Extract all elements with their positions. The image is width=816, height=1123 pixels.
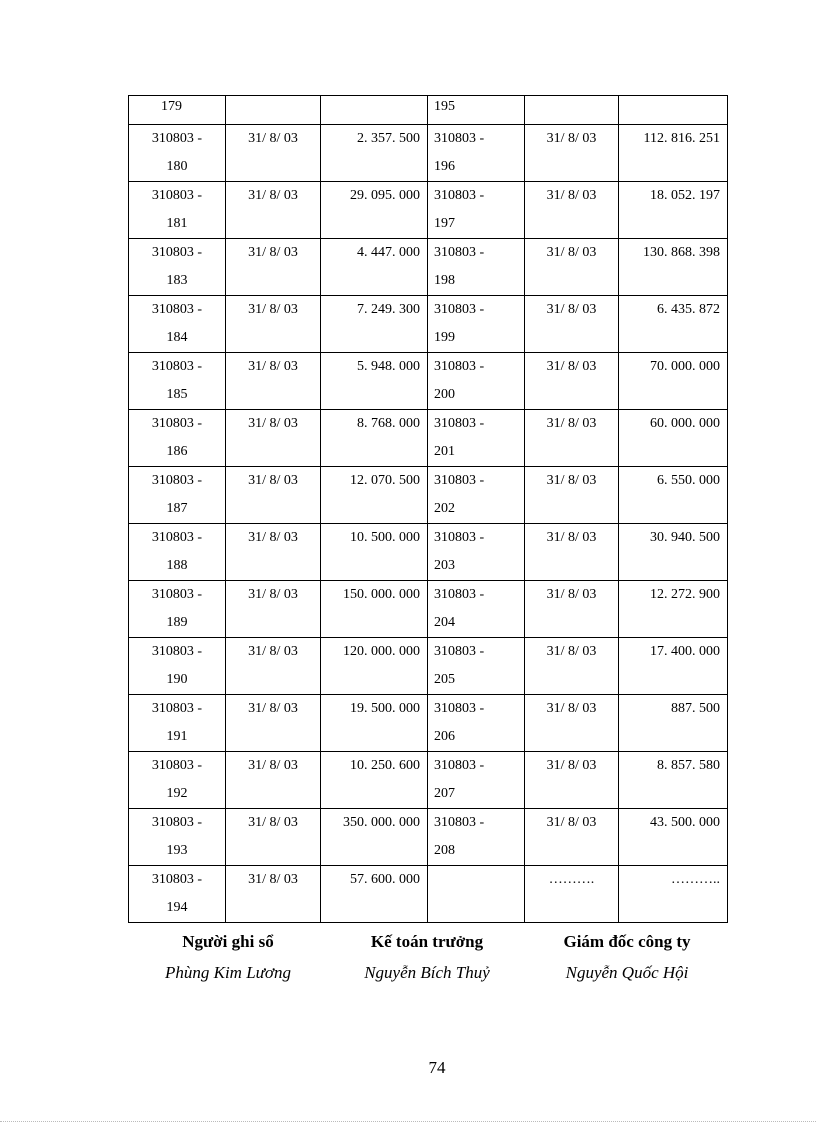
ref-suffix: 181 (166, 216, 188, 231)
ref-prefix: 310803 - (434, 302, 485, 317)
left-date-cell: 31/ 8/ 03 (226, 581, 321, 638)
right-ref-cell (428, 353, 525, 410)
ref-prefix: 310803 - (434, 701, 485, 716)
ref-suffix: 196 (434, 159, 455, 174)
right-amount-cell: 887. 500 (619, 695, 728, 752)
left-ref-cell (129, 638, 226, 695)
left-ref-cell (129, 182, 226, 239)
ref-prefix: 310803 - (151, 131, 203, 146)
right-date-cell: ………. (525, 866, 619, 923)
table-row (129, 695, 728, 752)
left-ref-cell (129, 353, 226, 410)
signature-chief-accountant (327, 928, 527, 990)
left-amount-cell: 10. 500. 000 (321, 524, 428, 581)
right-date-cell: 31/ 8/ 03 (525, 809, 619, 866)
right-amount-cell: ……….. (619, 866, 728, 923)
ref-prefix: 310803 - (434, 815, 485, 830)
table-row (129, 239, 728, 296)
right-amount-cell: 12. 272. 900 (619, 581, 728, 638)
ledger-table (128, 95, 728, 923)
ref-suffix: 203 (434, 558, 455, 573)
left-amount-cell: 10. 250. 600 (321, 752, 428, 809)
right-date-cell: 31/ 8/ 03 (525, 182, 619, 239)
table-row (129, 581, 728, 638)
ref-suffix: 201 (434, 444, 455, 459)
left-amount-cell: 120. 000. 000 (321, 638, 428, 695)
right-date-cell: 31/ 8/ 03 (525, 296, 619, 353)
signature-name: Nguyễn Quốc Hội (565, 963, 689, 982)
right-ref-cell (428, 638, 525, 695)
left-ref-cell (129, 695, 226, 752)
left-ref-cell (129, 524, 226, 581)
left-amount-cell: 350. 000. 000 (321, 809, 428, 866)
ref-prefix: 310803 - (151, 245, 203, 260)
table-row (129, 752, 728, 809)
ref-suffix: 190 (166, 672, 188, 687)
right-date-cell: 31/ 8/ 03 (525, 410, 619, 467)
left-date-cell (226, 96, 321, 125)
ref-prefix: 310803 - (151, 701, 203, 716)
right-ref-cell (428, 125, 525, 182)
table-row (129, 809, 728, 866)
right-date-cell: 31/ 8/ 03 (525, 524, 619, 581)
left-ref-cell (129, 581, 226, 638)
ref-prefix: 310803 - (434, 131, 485, 146)
table-row (129, 96, 728, 125)
left-amount-cell: 19. 500. 000 (321, 695, 428, 752)
left-date-cell: 31/ 8/ 03 (226, 239, 321, 296)
ref-prefix: 310803 - (151, 302, 203, 317)
ref-prefix: 310803 - (151, 644, 203, 659)
left-date-cell: 31/ 8/ 03 (226, 467, 321, 524)
signature-recorder (128, 928, 328, 990)
ref-suffix: 192 (166, 786, 188, 801)
left-ref-cell (129, 866, 226, 923)
ref-prefix: 310803 - (434, 644, 485, 659)
ref-suffix: 184 (166, 330, 188, 345)
right-date-cell: 31/ 8/ 03 (525, 638, 619, 695)
right-ref-cell (428, 695, 525, 752)
ref-suffix: 206 (434, 729, 455, 744)
left-amount-cell: 5. 948. 000 (321, 353, 428, 410)
ref-suffix: 205 (434, 672, 455, 687)
signature-name: Phùng Kim Lương (164, 963, 292, 982)
right-amount-cell: 130. 868. 398 (619, 239, 728, 296)
left-amount-cell: 12. 070. 500 (321, 467, 428, 524)
right-amount-cell (619, 96, 728, 125)
left-ref-cell (129, 752, 226, 809)
ref-prefix: 310803 - (151, 758, 203, 773)
ref-suffix: 191 (166, 729, 188, 744)
ref-suffix: 193 (166, 843, 188, 858)
right-ref-cell (428, 866, 525, 923)
ref-prefix: 310803 - (151, 359, 203, 374)
table-row (129, 524, 728, 581)
right-amount-cell: 8. 857. 580 (619, 752, 728, 809)
left-date-cell: 31/ 8/ 03 (226, 866, 321, 923)
right-ref-cell (428, 581, 525, 638)
signature-director (527, 928, 727, 990)
ref-suffix: 185 (166, 387, 188, 402)
right-amount-cell: 17. 400. 000 (619, 638, 728, 695)
left-amount-cell: 57. 600. 000 (321, 866, 428, 923)
right-ref-cell: 195 (428, 96, 525, 125)
right-ref-cell (428, 182, 525, 239)
ref-prefix: 310803 - (151, 872, 203, 887)
ref-suffix: 204 (434, 615, 455, 630)
right-ref-cell (428, 410, 525, 467)
ref-suffix: 187 (166, 501, 188, 516)
right-amount-cell: 6. 550. 000 (619, 467, 728, 524)
ref-prefix: 310803 - (434, 245, 485, 260)
table-row (129, 410, 728, 467)
right-amount-cell: 60. 000. 000 (619, 410, 728, 467)
ref-prefix: 310803 - (151, 188, 203, 203)
left-ref-cell (129, 125, 226, 182)
ref-suffix: 194 (166, 900, 188, 915)
right-date-cell: 31/ 8/ 03 (525, 581, 619, 638)
right-ref-cell (428, 239, 525, 296)
ref-suffix: 199 (434, 330, 455, 345)
left-date-cell: 31/ 8/ 03 (226, 809, 321, 866)
signature-title: Người ghi sổ (182, 932, 274, 951)
table-row (129, 296, 728, 353)
left-amount-cell: 2. 357. 500 (321, 125, 428, 182)
right-date-cell: 31/ 8/ 03 (525, 353, 619, 410)
left-amount-cell: 8. 768. 000 (321, 410, 428, 467)
left-ref-cell (129, 467, 226, 524)
left-ref-cell (129, 410, 226, 467)
right-ref-cell (428, 296, 525, 353)
signature-title: Giám đốc công ty (563, 932, 691, 951)
ref-suffix: 188 (166, 558, 188, 573)
ref-suffix: 208 (434, 843, 455, 858)
ref-prefix: 310803 - (434, 758, 485, 773)
ref-prefix: 310803 - (434, 416, 485, 431)
right-date-cell: 31/ 8/ 03 (525, 467, 619, 524)
right-amount-cell: 43. 500. 000 (619, 809, 728, 866)
ref-suffix: 200 (434, 387, 455, 402)
left-amount-cell (321, 96, 428, 125)
ref-suffix: 207 (434, 786, 455, 801)
ref-prefix: 310803 - (434, 587, 485, 602)
left-date-cell: 31/ 8/ 03 (226, 125, 321, 182)
right-date-cell: 31/ 8/ 03 (525, 239, 619, 296)
right-amount-cell: 70. 000. 000 (619, 353, 728, 410)
page-number: 74 (428, 1058, 446, 1077)
ref-prefix: 310803 - (434, 188, 485, 203)
ref-suffix: 198 (434, 273, 455, 288)
ref-suffix: 183 (166, 273, 188, 288)
ref-prefix: 310803 - (151, 815, 203, 830)
page-bottom-divider (0, 1121, 816, 1122)
ref-prefix: 310803 - (151, 530, 203, 545)
left-date-cell: 31/ 8/ 03 (226, 353, 321, 410)
right-amount-cell: 6. 435. 872 (619, 296, 728, 353)
left-ref-cell: 179 (129, 96, 226, 125)
ref-prefix: 310803 - (151, 587, 203, 602)
left-date-cell: 31/ 8/ 03 (226, 695, 321, 752)
signature-title: Kế toán trưởng (370, 932, 484, 951)
right-amount-cell: 30. 940. 500 (619, 524, 728, 581)
ref-prefix: 310803 - (434, 359, 485, 374)
left-ref-cell (129, 239, 226, 296)
left-date-cell: 31/ 8/ 03 (226, 410, 321, 467)
left-amount-cell: 150. 000. 000 (321, 581, 428, 638)
table-row (129, 467, 728, 524)
table-row (129, 638, 728, 695)
ref-prefix: 310803 - (434, 473, 485, 488)
ref-suffix: 180 (166, 159, 188, 174)
right-amount-cell: 112. 816. 251 (619, 125, 728, 182)
right-date-cell: 31/ 8/ 03 (525, 752, 619, 809)
table-row (129, 353, 728, 410)
left-date-cell: 31/ 8/ 03 (226, 752, 321, 809)
left-amount-cell: 29. 095. 000 (321, 182, 428, 239)
right-ref-cell (428, 809, 525, 866)
ref-suffix: 186 (166, 444, 188, 459)
right-ref-cell (428, 467, 525, 524)
left-ref-cell (129, 296, 226, 353)
ref-suffix: 197 (434, 216, 455, 231)
left-date-cell: 31/ 8/ 03 (226, 524, 321, 581)
right-date-cell (525, 96, 619, 125)
left-date-cell: 31/ 8/ 03 (226, 296, 321, 353)
left-amount-cell: 7. 249. 300 (321, 296, 428, 353)
table-row (129, 125, 728, 182)
table-row (129, 182, 728, 239)
left-amount-cell: 4. 447. 000 (321, 239, 428, 296)
right-date-cell: 31/ 8/ 03 (525, 125, 619, 182)
ref-prefix: 310803 - (151, 473, 203, 488)
right-date-cell: 31/ 8/ 03 (525, 695, 619, 752)
right-amount-cell: 18. 052. 197 (619, 182, 728, 239)
table-row (129, 866, 728, 923)
ref-prefix: 310803 - (151, 416, 203, 431)
ref-prefix: 310803 - (434, 530, 485, 545)
signature-name: Nguyễn Bích Thuỷ (364, 963, 490, 982)
right-ref-cell (428, 524, 525, 581)
left-ref-cell (129, 809, 226, 866)
left-date-cell: 31/ 8/ 03 (226, 638, 321, 695)
ref-suffix: 189 (166, 615, 188, 630)
left-date-cell: 31/ 8/ 03 (226, 182, 321, 239)
ref-suffix: 202 (434, 501, 455, 516)
right-ref-cell (428, 752, 525, 809)
